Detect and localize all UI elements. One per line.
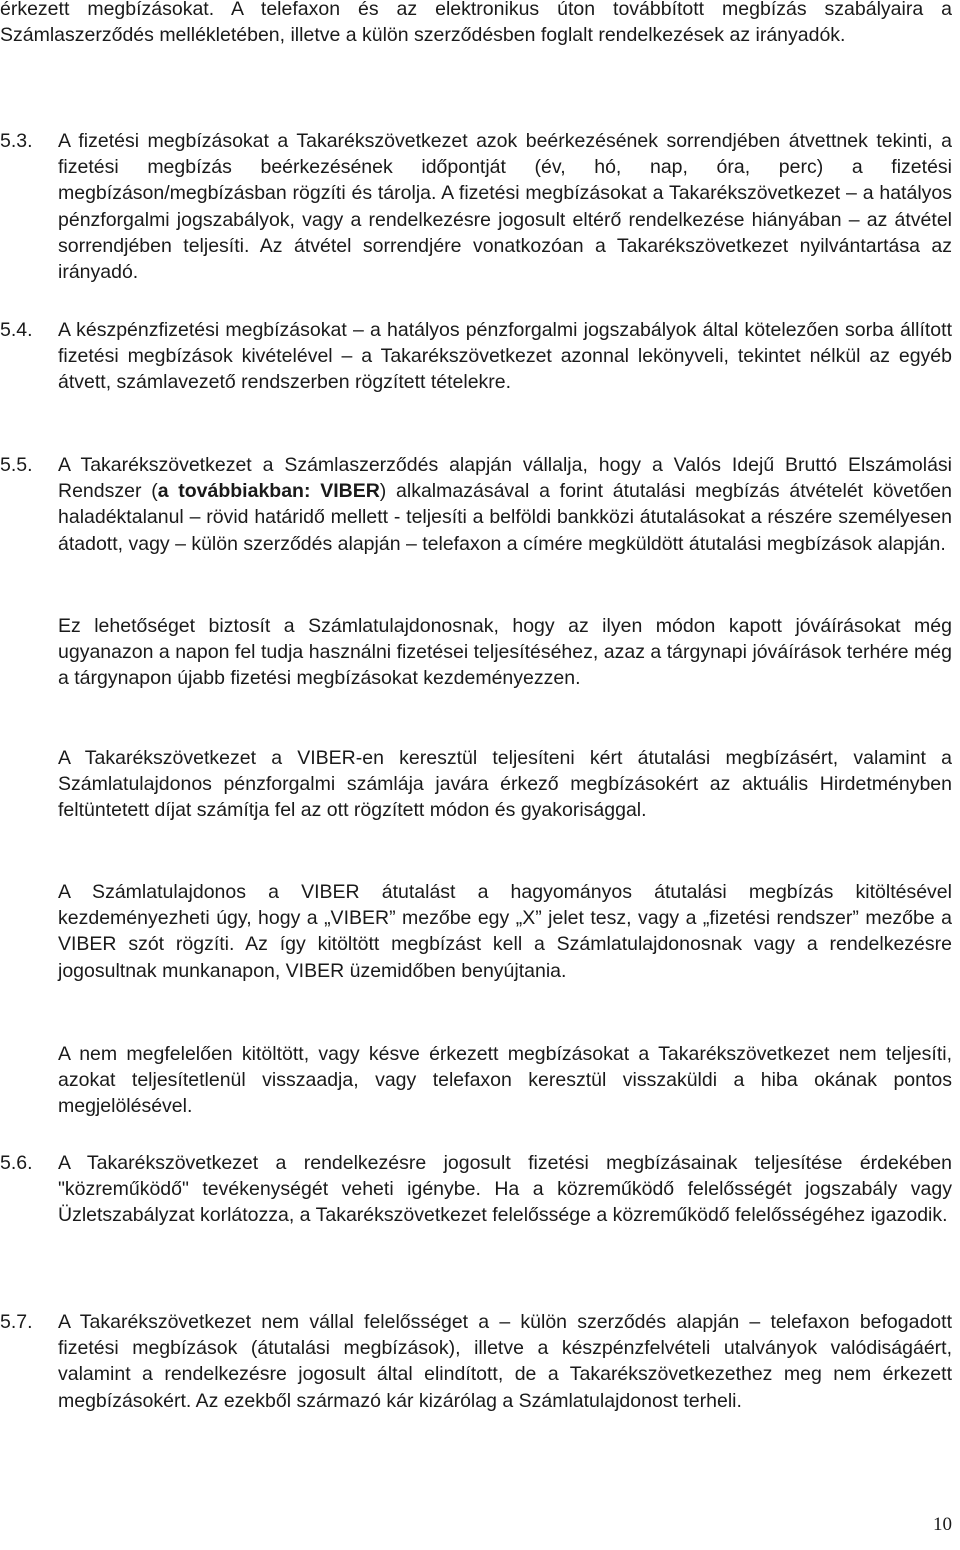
section-text: ) alkalmazásával a forint átutalási megbízás átvételét követően haladéktalanul – rövid határidő mellett - teljesíti a belföldi bankközi átutalásokat a részére személyesen átadott, vagy – külön szerződés alapján – telefaxon a címére megküldött átutalási megbízások alapján.	[58, 480, 952, 555]
section-5-6	[0, 1150, 952, 1229]
section-number: 5.6.	[0, 1152, 33, 1174]
section-body: A fizetési megbízásokat a Takarékszövetkezet azok beérkezésének sorrendjében átvettnek tekinti, a fizetési megbízás beérkezésének időpontját (év, hó, nap, óra, perc) a fizetési megbízáson/megbízásban rögzíti és tárolja. A fizetési megbízásokat a Takarékszövetkezet – a hatályos pénzforgalmi jogszabályok, vagy a rendelkezésre jogosult eltérő rendelkezése hiányában – az átvétel sorrendjében teljesíti. Az átvétel sorrendjére vonatkozóan a Takarékszövetkezet nyilvántartása az irányadó.	[58, 130, 952, 284]
section-number: 5.7.	[0, 1311, 33, 1333]
intro-paragraph	[0, 0, 952, 48]
intro-text: érkezett megbízásokat. A telefaxon és az elektronikus úton továbbított megbízás szabályaira a Számlaszerződés mellékletében, illetve a külön szerződésben foglalt rendelkezések az irányadók.	[0, 0, 952, 47]
paragraph-text: A Számlatulajdonos a VIBER átutalást a hagyományos átutalási megbízás kitöltésével kezdeményezheti úgy, hogy a „VIBER” mezőbe egy „X” jelet tesz, vagy a „fizetési rendszer” mezőbe a VIBER szót rögzíti. Az így kitöltött megbízást kell a Számlatulajdonosnak vagy a rendelkezésre jogosultnak munkanapon, VIBER üzemidőben benyújtania.	[58, 881, 952, 982]
section-text: A Takarékszövetkezet a Számlaszerződés alapján vállalja, hogy a Valós Idejű Bruttó Elszámolási Rendszer (	[58, 454, 952, 503]
paragraph-text: Ez lehetőséget biztosít a Számlatulajdonosnak, hogy az ilyen módon kapott jóváírásokat még ugyanazon a napon fel tudja használni fizetései teljesítéséhez, azaz a tárgynapi jóváírások terhére még a tárgynapon újabb fizetési megbízásokat kezdeményezzen.	[58, 615, 952, 690]
section-body	[58, 452, 952, 557]
section-number: 5.5.	[0, 454, 33, 476]
paragraph-5-5-2	[58, 613, 952, 692]
section-5-3	[0, 128, 952, 285]
section-body: A készpénzfizetési megbízásokat – a hatályos pénzforgalmi jogszabályok által kötelezően sorba állított fizetési megbízások kivételével – a Takarékszövetkezet azonnal lekönyveli, tekintet nélkül az egyéb átvett, számlavezető rendszerben rögzített tételekre.	[58, 319, 952, 394]
section-bold-term: a továbbiakban: VIBER	[157, 480, 380, 503]
section-5-7	[0, 1309, 952, 1414]
section-5-5	[0, 452, 952, 557]
paragraph-5-5-3	[58, 745, 952, 824]
section-body: A Takarékszövetkezet a rendelkezésre jogosult fizetési megbízásainak teljesítése érdekében "közreműködő" tevékenységét veheti igénybe. Ha a közreműködő felelősségét jogszabály vagy Üzletszabályzat korlátozza, a Takarékszövetkezet felelőssége a közreműködő felelősségéhez igazodik.	[58, 1152, 952, 1227]
paragraph-text: A Takarékszövetkezet a VIBER-en keresztül teljesíteni kért átutalási megbízásért, valamint a Számlatulajdonos pénzforgalmi számlája javára érkező megbízásokért az aktuális Hirdetményben feltüntetett díjat számítja fel az ott rögzített módon és gyakorisággal.	[58, 747, 952, 822]
page-number: 10	[933, 1514, 952, 1535]
section-5-4	[0, 317, 952, 396]
section-number: 5.3.	[0, 130, 33, 152]
paragraph-5-5-5	[58, 1041, 952, 1120]
paragraph-text: A nem megfelelően kitöltött, vagy késve érkezett megbízásokat a Takarékszövetkezet nem teljesíti, azokat teljesítetlenül visszaadja, vagy telefaxon keresztül visszaküldi a hiba okának pontos megjelölésével.	[58, 1043, 952, 1118]
paragraph-5-5-4	[58, 879, 952, 984]
section-number: 5.4.	[0, 319, 33, 341]
section-body: A Takarékszövetkezet nem vállal felelősséget a – külön szerződés alapján – telefaxon befogadott fizetési megbízások (átutalási megbízások), illetve a készpénzfelvételi utalványok valódiságáért, valamint a rendelkezésre jogosult által elindított, de a Takarékszövetkezethez meg nem érkezett megbízásokért. Az ezekből származó kár kizárólag a Számlatulajdonost terheli.	[58, 1311, 952, 1412]
